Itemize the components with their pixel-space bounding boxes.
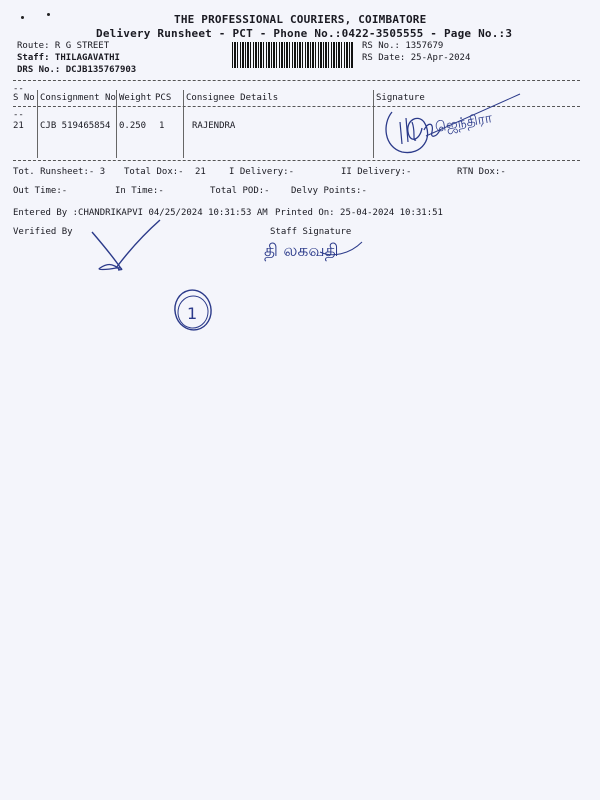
total-dox-value: 21 (195, 167, 206, 177)
barcode (232, 42, 354, 68)
column-header-weight: Weight (119, 93, 152, 103)
column-divider (37, 90, 38, 158)
consignee-signature (372, 92, 572, 162)
table-row-pcs: 1 (159, 121, 165, 131)
staff-signature-text: தி லகவதி (264, 241, 339, 261)
circled-number-annotation (170, 286, 218, 338)
column-header-sno: S No (13, 93, 35, 103)
delvy-points: Delvy Points:- (291, 186, 367, 196)
signature-tamil-text: ஜெந்திரா (433, 110, 494, 136)
column-divider (183, 90, 184, 158)
column-divider (116, 90, 117, 158)
ii-delivery: II Delivery:- (341, 167, 412, 177)
rs-date: RS Date: 25-Apr-2024 (362, 53, 471, 63)
entered-by: Entered By :CHANDRIKAPVI 04/25/2024 10:31:53 AM (13, 208, 268, 218)
table-row-weight: 0.250 (119, 121, 147, 131)
column-header-signature: Signature (376, 93, 425, 103)
staff-signature-label: Staff Signature (270, 227, 352, 237)
table-top-rule (13, 80, 580, 81)
runsheet-subtitle: Delivery Runsheet - PCT - Phone No.:0422-3505555 - Page No.:3 (96, 27, 513, 40)
in-time: In Time:- (115, 186, 164, 196)
total-dox-label: Total Dox:- (124, 167, 184, 177)
table-row-consignee: RAJENDRA (192, 121, 236, 131)
verified-by-label: Verified By (13, 227, 73, 237)
table-row-sno: 21 (13, 121, 24, 131)
printed-on: Printed On: 25-04-2024 10:31:51 (275, 208, 443, 218)
staff-text: Staff: THILAGAVATHI (17, 53, 120, 63)
stray-dot (47, 13, 50, 16)
tot-runsheet: Tot. Runsheet:- 3 (13, 167, 106, 177)
table-bottom-rule (13, 160, 580, 161)
i-delivery: I Delivery:- (229, 167, 295, 177)
out-time: Out Time:- (13, 186, 68, 196)
stray-dot (21, 16, 24, 19)
circled-number-text: 1 (187, 304, 198, 323)
company-title: THE PROFESSIONAL COURIERS, COIMBATORE (174, 13, 427, 26)
column-header-consignment: Consignment No (40, 93, 116, 103)
staff-signature-mark (262, 236, 382, 276)
total-pod: Total POD:- (210, 186, 270, 196)
dash-mark: -- (13, 110, 24, 120)
dash-mark: -- (13, 84, 24, 94)
verified-by-mark (86, 212, 166, 272)
rtn-dox: RTN Dox:- (457, 167, 506, 177)
route-text: Route: R G STREET (17, 41, 110, 51)
column-header-pcs: PCS (155, 93, 172, 103)
rs-number: RS No.: 1357679 (362, 41, 444, 51)
column-header-consignee: Consignee Details (186, 93, 279, 103)
table-row-consignment: CJB 519465854 (40, 121, 111, 131)
drs-number: DRS No.: DCJB135767903 (17, 65, 137, 75)
